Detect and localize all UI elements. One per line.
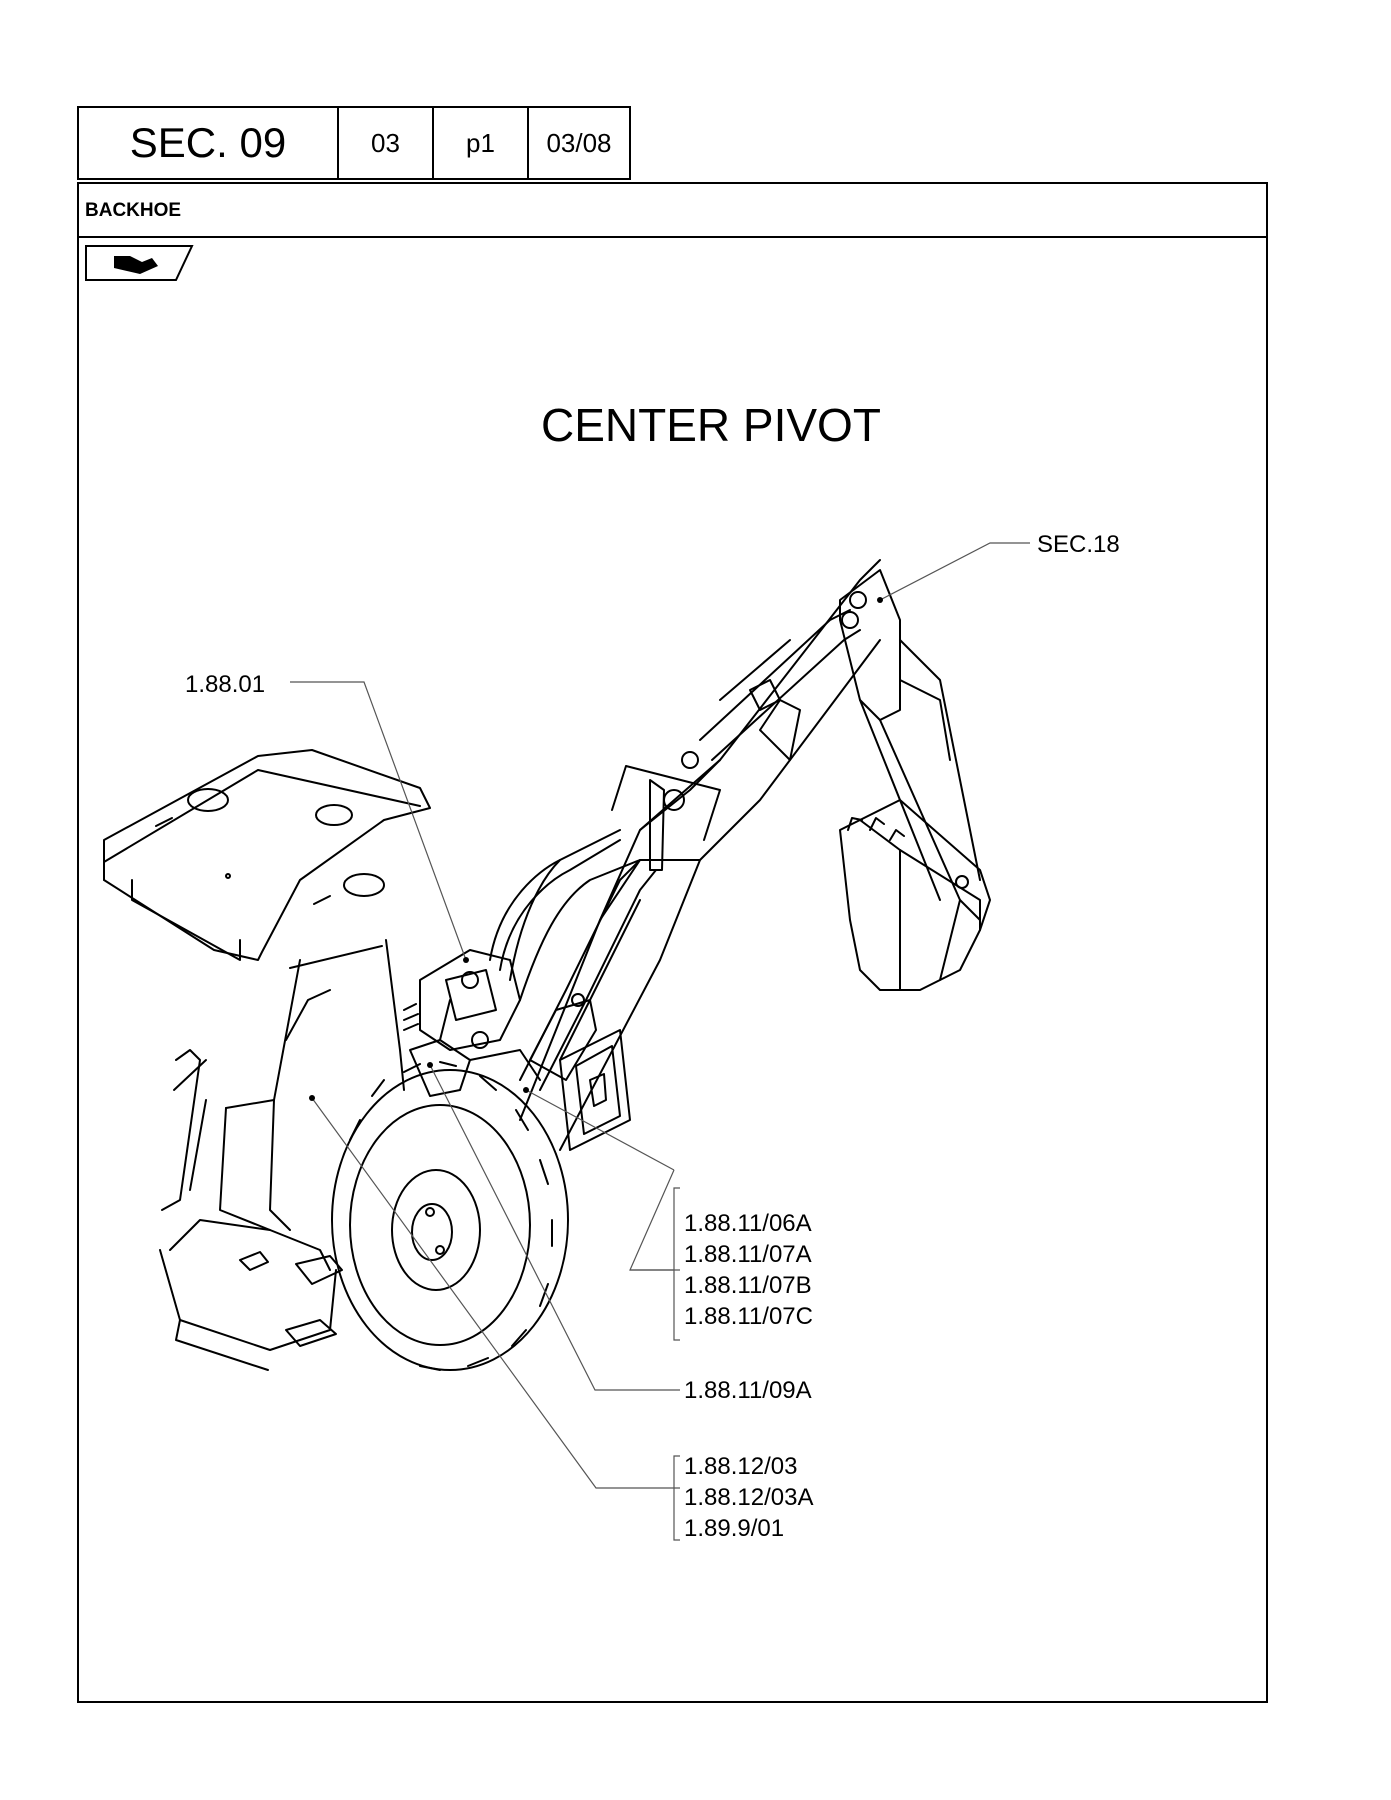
label-1-88-11-09a: 1.88.11/09A — [684, 1377, 812, 1404]
boom-cylinder — [520, 860, 656, 1090]
label-group-a-1: 1.88.11/06A — [684, 1210, 812, 1237]
bucket — [840, 800, 990, 990]
label-group-a-3: 1.88.11/07B — [684, 1272, 812, 1299]
subtitle: BACKHOE — [85, 200, 182, 221]
cab-roof — [104, 750, 430, 960]
boom — [520, 560, 880, 1150]
date-text: 03/08 — [546, 127, 612, 158]
hydraulic-hoses — [490, 830, 640, 1000]
page-text: p1 — [466, 127, 495, 158]
label-group-b-2: 1.88.12/03A — [684, 1484, 814, 1511]
rear-wheel — [332, 1062, 568, 1370]
label-group-b-3: 1.89.9/01 — [684, 1515, 785, 1542]
diagram-title: CENTER PIVOT — [541, 399, 881, 451]
label-group-a-4: 1.88.11/07C — [684, 1303, 813, 1330]
direction-tag-icon — [86, 246, 192, 280]
dipper-cylinder — [700, 610, 860, 760]
dipper-stick — [840, 570, 980, 920]
code-text: 03 — [371, 127, 400, 158]
label-sec18: SEC.18 — [1037, 531, 1120, 558]
label-1-88-01: 1.88.01 — [185, 671, 266, 698]
leader-lines — [290, 543, 1030, 1540]
section-text: SEC. 09 — [129, 119, 287, 166]
label-group-b-1: 1.88.12/03 — [684, 1453, 798, 1480]
label-group-a-2: 1.88.11/07A — [684, 1241, 812, 1268]
